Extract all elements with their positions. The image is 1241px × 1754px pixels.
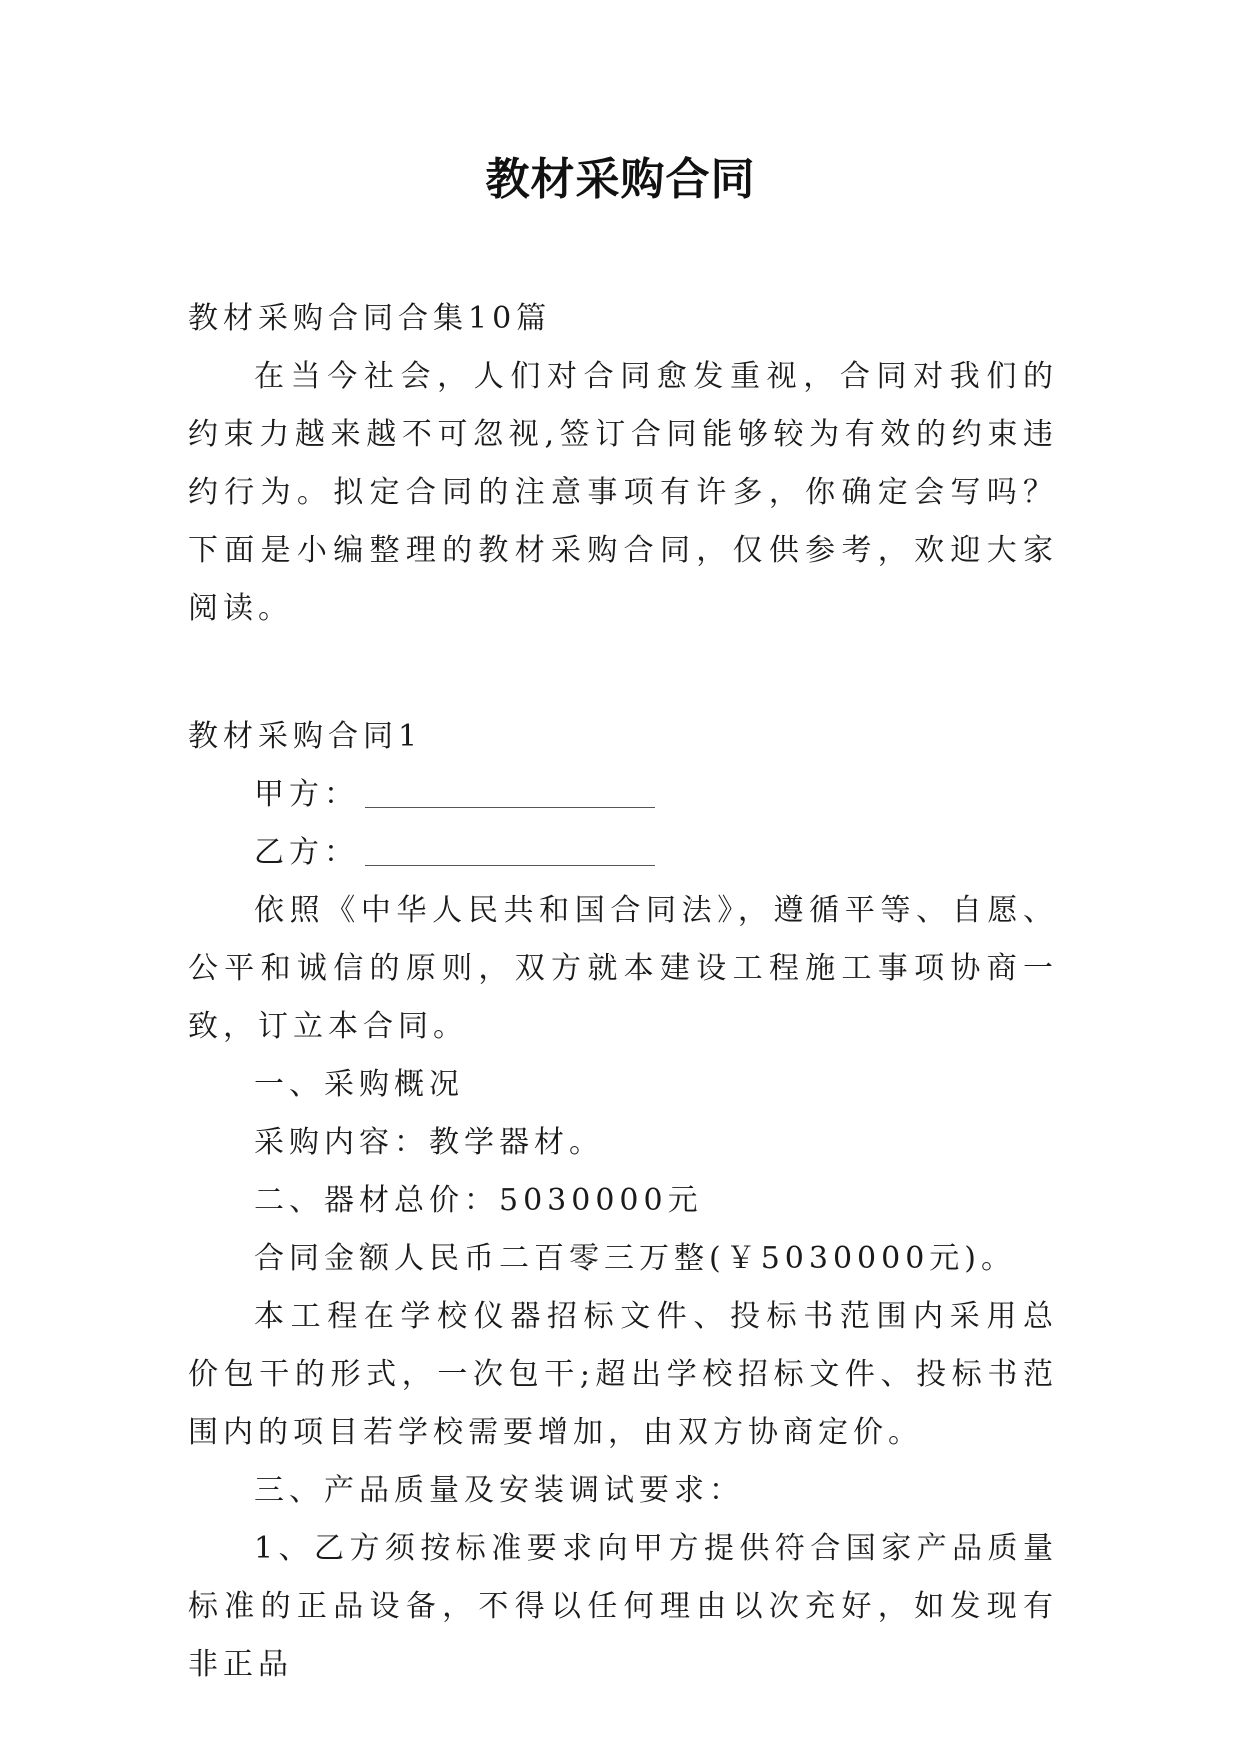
item2-paragraph: 本工程在学校仪器招标文件、投标书范围内采用总价包干的形式，一次包干;超出学校招标文件、投标书范围内的项目若学校需要增加，由双方协商定价。 xyxy=(188,1299,1058,1450)
party-b-label: 乙方： xyxy=(254,835,359,870)
item1-heading: 一、采购概况 xyxy=(254,1067,464,1102)
document-title: 教材采购合同 xyxy=(485,154,756,205)
intro-paragraph: 在当今社会，人们对合同愈发重视，合同对我们的约束力越来越不可忽视,签订合同能够较为有效的约束违约行为。拟定合同的注意事项有许多，你确定会写吗？下面是小编整理的教材采购合同，仅供参考，欢迎大家阅读。 xyxy=(188,359,1058,626)
basis-paragraph: 依照《中华人民共和国合同法》，遵循平等、自愿、公平和诚信的原则，双方就本建设工程施工事项协商一致，订立本合同。 xyxy=(188,893,1058,1044)
party-a-blank xyxy=(365,773,655,808)
party-a-label: 甲方： xyxy=(254,777,359,812)
item2-heading: 二、器材总价：5030000元 xyxy=(254,1183,703,1218)
section-title: 教材采购合同1 xyxy=(188,719,423,754)
party-b-blank xyxy=(365,831,655,866)
item3-heading: 三、产品质量及安装调试要求： xyxy=(254,1473,744,1508)
item1-content: 采购内容：教学器材。 xyxy=(254,1125,604,1160)
item3-point1: 1、乙方须按标准要求向甲方提供符合国家产品质量标准的正品设备，不得以任何理由以次充好，如发现有非正品 xyxy=(188,1531,1058,1682)
document-body xyxy=(188,290,1058,1694)
section-spacer xyxy=(188,638,1058,708)
party-b-line xyxy=(188,824,1058,882)
party-a-line xyxy=(188,766,1058,824)
collection-heading: 教材采购合同合集10篇 xyxy=(188,301,552,336)
item2-amount: 合同金额人民币二百零三万整(￥5030000元)。 xyxy=(254,1241,1017,1276)
